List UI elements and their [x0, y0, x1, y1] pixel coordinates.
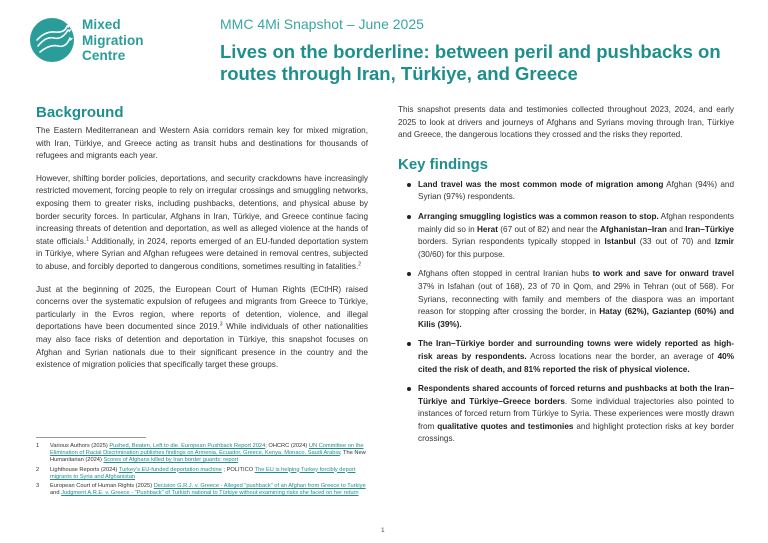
footnote-ref-3[interactable]: 3	[219, 321, 223, 328]
footnote-link[interactable]: Judgment A.R.E. v. Greece - "Pushback" of Turkish national to Türkiye without examining risks she faced on her return	[61, 490, 359, 497]
footnote-ref-2[interactable]: 2	[358, 261, 362, 268]
background-paragraph-2: However, shifting border policies, deportations, and security crackdowns have increasingly restricted movement, forcing people to rely on irregular crossings and smuggling networks, exposing them to greater risks, including pushbacks, detentions, and physical abuse by border security forces. In particular, Afghans in Iran, Türkiye, and Greece continue facing increasing threats of detention and deportation, as well as alleged violence at the hands of state officials.$^1$ Additionally, in 2024, reports emerged of an EU-funded deportation system in Türkiye, where Syrian and Afghan refugees were detained in removal centres, subjected to abuse, and forcibly deported to dangerous conditions, sometimes resulting in fatalities.$^2$	[36, 173, 369, 271]
finding-item: Arranging smuggling logistics was a common reason to stop. Afghan respondents mainly did so in Herat (67 out of 82) and near the Afghanistan–Iran and Iran–Türkiye borders. Syrian respondents typically stopped in Istanbul (33 out of 70) and Izmir (30/60) for this purpose.	[408, 211, 734, 261]
bullet-icon	[407, 215, 411, 219]
footnote-1: 1 Various Authors (2025) Pushed, Beaten, Left to die. European Pushback Report 2024; OHCRC (2024) UN Committee on the Elimination of Racial Discrimination publishes findings on Armenia, Ecuador, Greece, Kenya, Monaco, Saudi Arabia; The New Humanitarian (2024) Scores of Afghans killed by Iran border guards: report	[36, 443, 366, 464]
bullet-icon	[407, 183, 411, 187]
background-paragraph-3: Just at the beginning of 2025, the European Court of Human Rights (ECtHR) raised concerns over the systematic expulsion of refugees and migrants from Greece to Türkiye, particularly in the Evros region, where reports of detention, violence, and illegal deportations have been documented since 2019.$^3$ While individuals of other nationalities may also face risks of detention and deportation in Türkiye, this snapshot focuses on Afghan and Syrian nationals due to their significant presence in the country and the existence of migration policies that specifically target these groups.	[36, 284, 369, 370]
finding-item: Afghans often stopped in central Iranian hubs to work and save for onward travel 37% in Isfahan (out of 168), 23 of 70 in Qom, and 29% in Tehran (out of 568). For Syrians, reconnecting with family and members of the diaspora was an important reason for stopping after crossing the border, in Hatay (62%), Gaziantep (60%) and Kilis (39%).	[408, 268, 734, 331]
footnote-link[interactable]: Scores of Afghans killed by Iran border guards: report	[103, 457, 239, 464]
footnote-3: 3 European Court of Human Rights (2025) Decision G.R.J. v. Greece - Alleged "pushback" of an Afghan from Greece to Turkiye and Judgment A.R.E. v. Greece - "Pushback" of Turkish national to Türkiye without examining risks she faced on her return	[36, 483, 366, 497]
footnote-link[interactable]: Decision G.R.J. v. Greece - Alleged "pushback" of an Afghan from Greece to Turkiye	[153, 483, 366, 490]
bullet-icon	[407, 342, 411, 346]
footnote-link[interactable]: The EU is helping Turkey forcibly deport migrants to Syria and Afghanistan	[50, 466, 356, 480]
snapshot-label: MMC 4Mi Snapshot – June 2025	[220, 16, 424, 32]
findings-column	[398, 104, 734, 453]
finding-item: Respondents shared accounts of forced returns and pushbacks at both the Iran–Türkiye and Türkiye–Greece borders. Some individual trajectories also pointed to instances of forced return from Türkiye to Syria. These experiences were mostly drawn from qualitative quotes and testimonies and highlight protection risks at key border crossings.	[408, 383, 734, 446]
logo-line-migration: Migration	[82, 32, 144, 48]
footnote-link[interactable]: UN Committee on the Elimination of Racial Discrimination publishes findings on Armenia, Ecuador, Greece, Kenya, Monaco, Saudi Arabia	[50, 443, 364, 457]
bullet-icon	[407, 272, 411, 276]
finding-item: The Iran–Türkiye border and surrounding towns were widely reported as high-risk areas by respondents. Across locations near the border, an average of 40% cited the risk of death, and 81% reported the risk of physical violence.	[408, 338, 734, 376]
footnote-separator	[36, 437, 146, 438]
finding-item: Land travel was the most common mode of migration among Afghan (94%) and Syrian (97%) respondents.	[408, 179, 734, 204]
logo-line-centre: Centre	[82, 48, 126, 63]
footnotes	[36, 443, 368, 499]
page-number: 1	[381, 527, 385, 534]
footnote-link[interactable]: Turkey's EU-funded deportation machine	[118, 466, 222, 473]
logo-line-mixed: Mixed	[82, 17, 121, 32]
bullet-icon	[407, 387, 411, 391]
page-title: Lives on the borderline: between peril and pushbacks on routes through Iran, Türkiye, and Greece	[220, 41, 721, 84]
background-paragraph-1: The Eastern Mediterranean and Western Asia corridors remain key for mixed migration, with Iran, Türkiye, and Greece acting as transit hubs and destinations for thousands of refugees and migrants each year.	[36, 126, 368, 161]
footnote-2: 2 Lighthouse Reports (2024) Turkey's EU-funded deportation machine ; POLITICO The EU is helping Turkey forcibly deport migrants to Syria and Afghanistan	[36, 466, 356, 480]
logo-wordmark	[82, 17, 144, 64]
key-findings-list	[398, 179, 734, 446]
key-findings-heading: Key findings	[398, 155, 489, 173]
background-column	[36, 104, 368, 382]
footnote-link[interactable]: Pushed, Beaten, Left to die. European Pushback Report 2024	[109, 443, 266, 449]
background-heading: Background	[36, 104, 124, 121]
footnote-ref-1[interactable]: 1	[86, 236, 89, 243]
mixed-migration-centre-logo	[28, 16, 76, 64]
intro-paragraph: This snapshot presents data and testimonies collected throughout 2023, 2024, and early 2025 to look at drivers and journeys of Afghans and Syrians moving through Iran, Türkiye and Greece, the dangerous locations they crossed and the risks they reported.	[398, 105, 734, 140]
